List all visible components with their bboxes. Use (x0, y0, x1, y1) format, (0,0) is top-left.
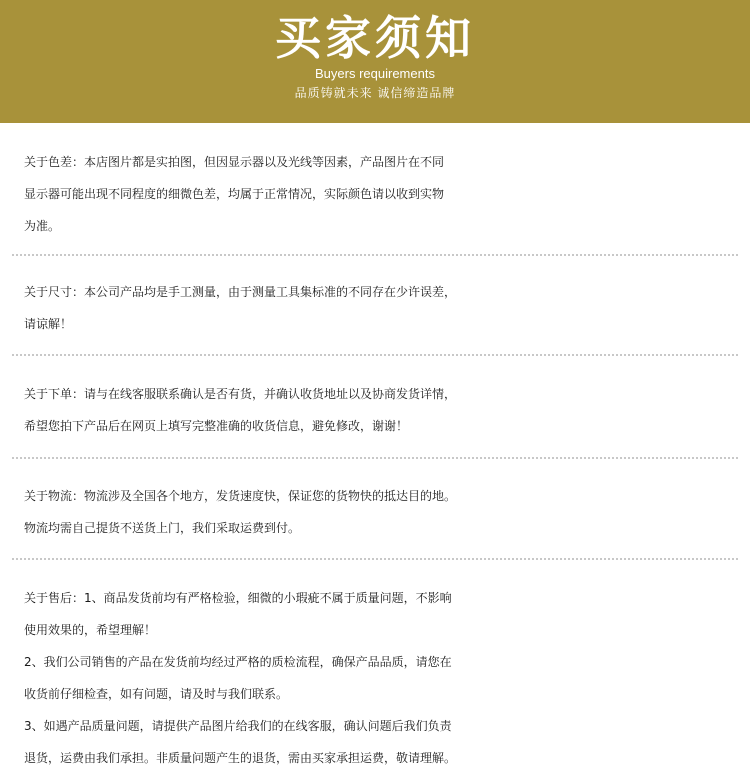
page-slogan: 品质铸就未来 诚信缔造品牌 (294, 86, 456, 100)
section-line: 关于尺寸：本公司产品均是手工测量，由于测量工具集标准的不同存在少许误差， (24, 285, 457, 299)
section-line: 为准。 (24, 219, 61, 233)
section-size (0, 276, 750, 340)
section-line: 3、如遇产品质量问题，请提供产品图片给我们的在线客服，确认问题后我们负责 (24, 719, 452, 733)
section-divider (12, 254, 738, 256)
section-divider (12, 558, 738, 560)
section-line: 物流均需自己提货不送货上门，我们采取运费到付。 (24, 521, 301, 535)
section-divider (12, 354, 738, 356)
page-subtitle-english: Buyers requirements (315, 66, 435, 81)
section-line: 使用效果的，希望理解！ (24, 623, 157, 637)
section-line: 显示器可能出现不同程度的细微色差，均属于正常情况，实际颜色请以收到实物 (24, 187, 445, 201)
section-ordering (0, 378, 750, 442)
section-line: 关于物流：物流涉及全国各个地方，发货速度快，保证您的货物快的抵达目的地。 (24, 489, 457, 503)
section-after-sales (0, 582, 750, 774)
section-line: 关于色差：本店图片都是实拍图，但因显示器以及光线等因素，产品图片在不同 (24, 155, 445, 169)
section-line: 收货前仔细检查，如有问题，请及时与我们联系。 (24, 687, 289, 701)
header-banner (0, 0, 750, 123)
section-line: 关于售后：1、商品发货前均有严格检验，细微的小瑕疵不属于质量问题，不影响 (24, 591, 452, 605)
page-title: 买家须知 (275, 11, 475, 65)
section-line: 希望您拍下产品后在网页上填写完整准确的收货信息，避免修改，谢谢！ (24, 419, 409, 433)
section-line: 2、我们公司销售的产品在发货前均经过严格的质检流程，确保产品品质，请您在 (24, 655, 452, 669)
section-divider (12, 457, 738, 459)
section-logistics (0, 480, 750, 544)
section-line: 请谅解！ (24, 317, 73, 331)
section-line: 退货，运费由我们承担。非质量问题产生的退货，需由买家承担运费，敬请理解。 (24, 751, 457, 765)
section-line: 关于下单：请与在线客服联系确认是否有货，并确认收货地址以及协商发货详情， (24, 387, 457, 401)
section-color-difference (0, 146, 750, 242)
